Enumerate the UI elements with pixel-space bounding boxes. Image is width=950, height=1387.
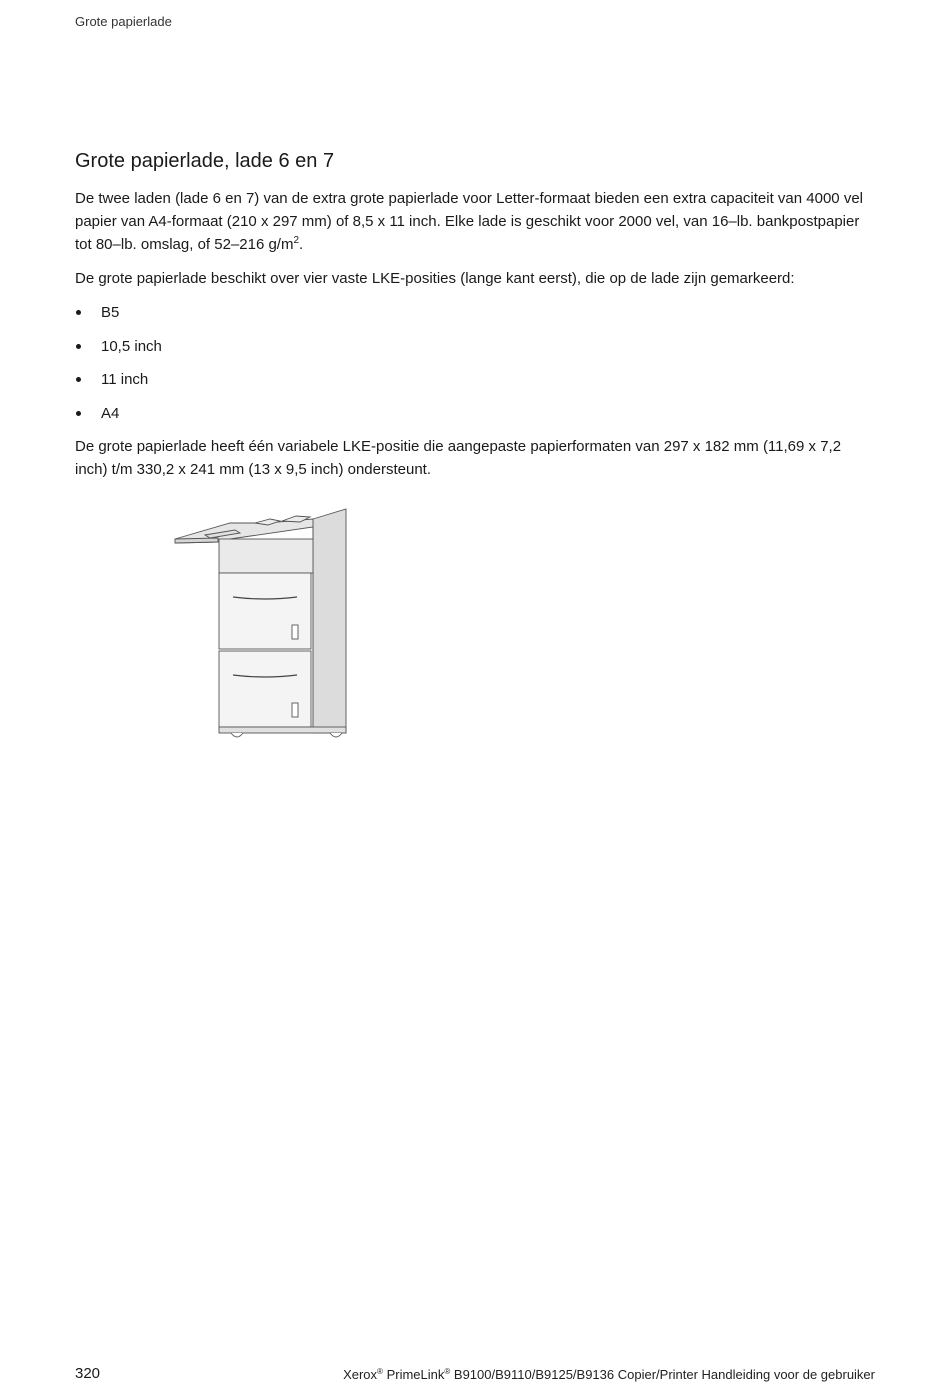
list-item: A4 bbox=[75, 402, 875, 436]
list-item: 10,5 inch bbox=[75, 335, 875, 369]
list-item: 11 inch bbox=[75, 368, 875, 402]
footer-reg-mark: ® bbox=[444, 1367, 451, 1376]
list-item: B5 bbox=[75, 301, 875, 335]
footer-rest: B9100/B9110/B9125/B9136 Copier/Printer Handleiding voor de gebruiker bbox=[450, 1367, 875, 1382]
paper-tray-illustration bbox=[170, 505, 355, 745]
running-header: Grote papierlade bbox=[75, 14, 172, 29]
positions-paragraph: De grote papierlade beschikt over vier vaste LKE-posities (lange kant eerst), die op de lade zijn gemarkeerd: bbox=[75, 270, 795, 287]
footer-document-title bbox=[343, 1367, 875, 1382]
intro-text: De twee laden (lade 6 en 7) van de extra grote papierlade voor Letter-formaat bieden een extra capaciteit van 4000 vel papier van A4-formaat (210 x 297 mm) of 8,5 x 11 inch. Elke lade is geschikt voor 2000 vel, van 16–lb. bankpostpapier tot 80–lb. omslag, of 52–216 g/m bbox=[75, 190, 863, 253]
variable-position-paragraph: De grote papierlade heeft één variabele LKE-positie die aangepaste papierformaten van 297 x 182 mm (11,69 x 7,2 inch) t/m 330,2 x 241 mm (13 x 9,5 inch) ondersteunt. bbox=[75, 438, 842, 478]
section-title: Grote papierlade, lade 6 en 7 bbox=[75, 150, 335, 172]
size-list bbox=[75, 301, 875, 435]
superscript-2: 2 bbox=[293, 235, 300, 246]
intro-paragraph bbox=[75, 187, 875, 256]
footer-product: PrimeLink bbox=[382, 1367, 445, 1382]
intro-end: . bbox=[299, 236, 304, 253]
main-content bbox=[75, 150, 875, 492]
footer-brand: Xerox bbox=[343, 1367, 378, 1382]
page-number: 320 bbox=[75, 1365, 101, 1382]
tray-drawing bbox=[170, 505, 355, 745]
footer-reg-mark: ® bbox=[377, 1367, 383, 1376]
